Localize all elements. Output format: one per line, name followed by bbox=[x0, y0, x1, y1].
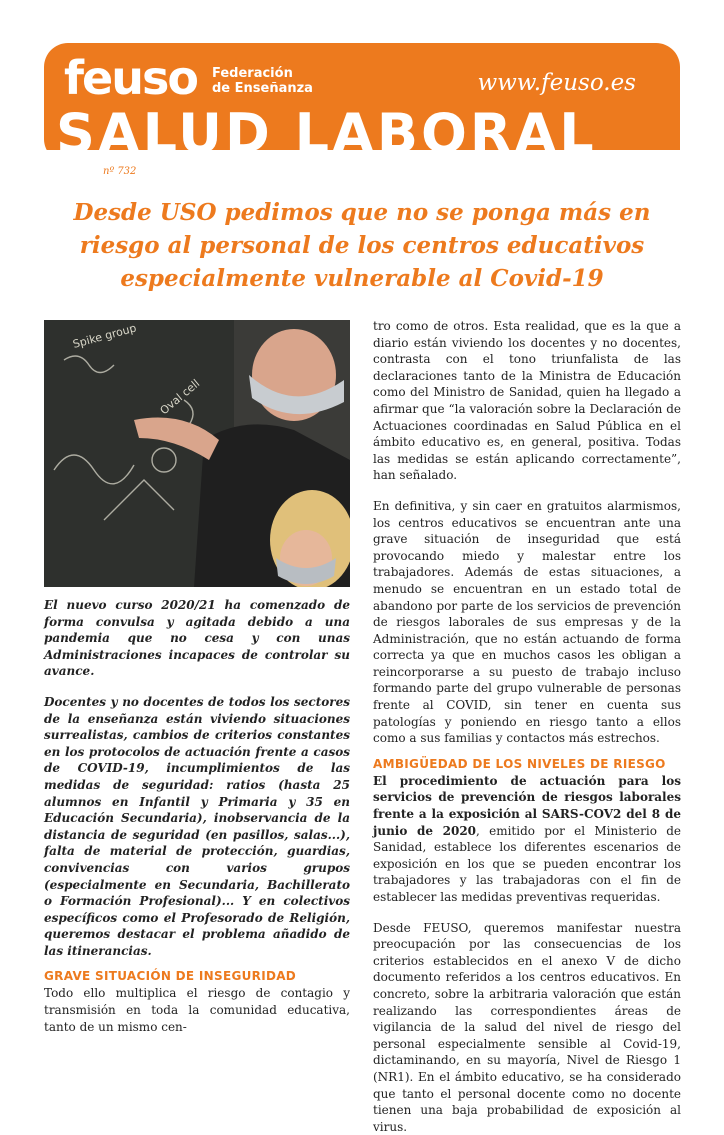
intro-paragraph-1: El nuevo curso 2020/21 ha comenzado de forma convulsa y agitada debido a una pandemia que no cesa y con unas Administraciones incapaces de controlar su avance. bbox=[44, 598, 350, 679]
spacer bbox=[44, 680, 350, 694]
federation-line2: de Enseñanza bbox=[212, 81, 313, 96]
body-paragraph-3 bbox=[373, 773, 681, 906]
spacer bbox=[373, 484, 681, 498]
page-title: SALUD LABORAL bbox=[56, 102, 597, 165]
section-heading-riesgo: AMBIGÜEDAD DE LOS NIVELES DE RIESGO bbox=[373, 756, 666, 771]
board-text-2: Oval cell bbox=[157, 376, 203, 418]
article-photo bbox=[44, 320, 350, 587]
body-paragraph-3-rest: , emitido por el Ministerio de Sanidad, establece los diferentes escenarios de exposición en los que se pueden encontrar los trabajadores y las trabajadoras con el fin de establecer las medidas preventivas requeridas. bbox=[373, 823, 681, 904]
right-column bbox=[373, 318, 681, 1135]
body-paragraph-3-bold: El procedimiento de actuación para los servicios de prevención de riesgos laborales frente a la exposición al SARS-COV2 del 8 de junio de 2020 bbox=[373, 773, 681, 838]
headline: Desde USO pedimos que no se ponga más en riesgo al personal de los centros educativos especialmente vulnerable al Covid-19 bbox=[73, 199, 651, 292]
section-heading-inseguridad: GRAVE SITUACIÓN DE INSEGURIDAD bbox=[44, 969, 297, 984]
federation-line1: Federación bbox=[212, 66, 293, 81]
photo-illustration bbox=[44, 320, 350, 587]
feuso-logo bbox=[64, 51, 197, 105]
board-text-1: Spike group bbox=[71, 321, 138, 351]
issue-number: nº 732 bbox=[103, 166, 137, 177]
body-paragraph-1: tro como de otros. Esta realidad, que es la que a diario están viviendo los docentes y no docentes, contrasta con el tono triunfalista de las declaraciones tanto de la Ministra de Educación como del Ministro de Sanidad, quien ha llegado a afirmar que “la valoración sobre la Declaración de Actuaciones coordinadas en Salud Pública en el ámbito educativo es, en general, positiva. Todas las medidas se están aplicando correctamente”, han señalado. bbox=[373, 319, 681, 483]
logo-wordmark: feuso bbox=[64, 51, 197, 105]
federation-name bbox=[212, 66, 313, 96]
website-link[interactable]: www.feuso.es bbox=[477, 70, 636, 96]
intro-paragraph-2: Docentes y no docentes de todos los sectores de la enseñanza están viviendo situaciones surrealistas, cambios de criterios constantes en los protocolos de actuación frente a casos de COVID-19, incumplimientos de las medidas de seguridad: ratios (hasta 25 alumnos en Infantil y Primaria y 35 en Educación Secundaria), inobservancia de la distancia de seguridad (en pasillos, salas...), falta de material de protección, guardias, convivencias con varios grupos (especialmente en Secundaria, Bachillerato o Formación Profesional)... Y en colectivos específicos como el Profesorado de Religión, queremos destacar el problema añadido de las itinerancias. bbox=[44, 694, 350, 958]
body-paragraph-2: En definitiva, y sin caer en gratuitos alarmismos, los centros educativos se encuentran ante una grave situación de inseguridad que está provocando miedo y malestar entre los trabajadores. Además de estas situaciones, a menudo se encuentran en un estado total de abandono por parte de los servicios de prevención de riesgos laborales de sus empresas y de la Administración, que no están actuando de forma correcta ya que en muchos casos les obligan a reincorporarse a su puesto de trabajo incluso formando parte del grupo vulnerable de personas frente al COVID, sin tener en cuenta sus patologías y poniendo en riesgo tanto a ellos como a sus familias y contactos más estrechos. bbox=[373, 498, 681, 746]
body-paragraph-4: Desde FEUSO, queremos manifestar nuestra preocupación por las consecuencias de los criterios establecidos en el anexo V de dicho documento referidos a los centros educativos. En concreto, sobre la arbitraria valoración que están realizando las correspondientes áreas de vigilancia de la salud del nivel de riesgo del personal especialmente sensible al Covid-19, dictaminando, en su mayoría, Nivel de Riesgo 1 (NR1). En el ámbito educativo, se ha considerado que tanto el personal docente como no docente tienen una baja probabilidad de exposición al virus. bbox=[373, 920, 681, 1134]
spacer bbox=[373, 906, 681, 920]
left-column bbox=[44, 597, 350, 1035]
body-paragraph-left: Todo ello multiplica el riesgo de contagio y transmisión en toda la comunidad educativa, tanto de un mismo cen- bbox=[44, 986, 350, 1034]
